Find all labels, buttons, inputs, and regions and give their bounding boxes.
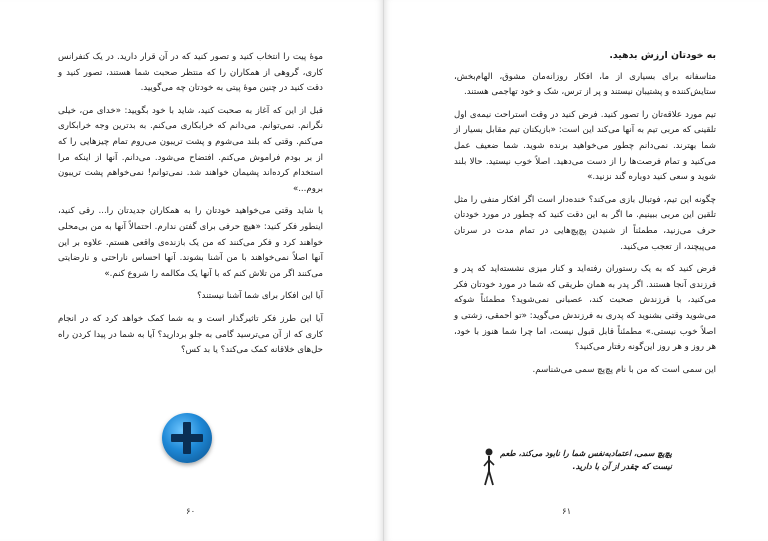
pull-quote: پچ‌پچ سمی، اعتماد‌به‌نفس شما را نابود می‌کند، طعم نیست که چقدر از آن با دارید. bbox=[500, 449, 672, 471]
paragraph: یا شاید وقتی می‌خواهید خودتان را به همکاران جدیدتان را... رقی کنید، اینطور فکر کنید: «هیچ حرفی برای گفتن ندارم. احتمالاً آنها به من بی‌محلی خواهند کرد و فکر می‌کنند که من یک بازنده‌ی واقعی هستم. علاوه بر این آنها اصلاً نمی‌خواهند با من آشنا بشوند. آنها احساس ناراحتی و نارضایتی می‌کنند اگر من تلاش کنم که با آنها یک مکالمه را شروع کنم.» bbox=[58, 206, 323, 279]
paragraph: قبل از این که آغاز به صحبت کنید، شاید با خود بگویید: «خدای من، خیلی نگرانم. نمی‌توانم. می‌دانم که خرابکاری می‌کنم. به بدترین وجه خرابکاری می‌کنم. وقتی که بلند می‌شوم و پشت تریبون می‌روم تمام چیزهایی را که از بر بودم فراموش می‌کنم. افتضاح می‌شود. می‌دانم. آنها از اینکه مرا استخدام کرده‌اند پشیمان خواهند شد. نمی‌توانم! نمی‌خواهم پشت تریبون بروم...» bbox=[58, 105, 323, 194]
zoom-in-button[interactable] bbox=[162, 413, 212, 463]
page-number: ۶۰ bbox=[186, 507, 196, 517]
paragraph: موۀ پیت را انتخاب کنید و تصور کنید که در آن قرار دارید. در یک کنفرانس کاری، گروهی از همکاران را که منتظر صحبت شما هستند، تصور کنید و دقت کنید در چنین موۀ پیتی به خودتان چه می‌گویید. bbox=[58, 52, 323, 94]
section-heading: به خودتان ارزش بدهید. bbox=[609, 50, 716, 61]
paragraph: این سمی است که من با نام پچ‌پچ سمی می‌شناسم. bbox=[532, 364, 716, 375]
plus-icon-bar bbox=[171, 434, 203, 442]
paragraph: آیا این طرز فکر تاثیرگذار است و به شما کمک خواهد کرد که در انجام کاری که از آن می‌ترسید گامی به جلو بردارید؟ آیا به شما در پیدا کردن راه حل‌های خلاقانه کمک می‌کند؟ یا بد کس؟ bbox=[58, 313, 323, 356]
left-page-body bbox=[58, 50, 323, 366]
paragraph: فرض کنید که به یک رستوران رفته‌اید و کنار میزی نشسته‌اید که پدر و فرزندی آنجا هستند. اگر پدر به همان طریقی که شما در مورد خودتان فکر می‌کنید، با فرزندش صحبت کند، عصبانی نمی‌شوید؟ مطمئناً شوکه می‌شوید وقتی بشنوید که پدری به فرزندش می‌گوید: «تو احمقی، زشتی و اصلاً خوب نیستی.» مطمئناً قابل قبول نیست، اما چرا شما هنوز با خود، هر روز و هر روز این‌گونه رفتار می‌کنید؟ bbox=[454, 264, 716, 353]
paragraph: آیا این افکار برای شما آشنا نیستند؟ bbox=[197, 291, 323, 302]
right-page bbox=[384, 0, 768, 541]
right-page-body bbox=[454, 48, 716, 385]
paragraph: متاسفانه برای بسیاری از ما، افکار روزانه‌مان مشوق، الهام‌بخش، ستایش‌کننده و پشتیبان نیستند و پر از ترس، شک و خود تهاجمی هستند. bbox=[454, 71, 716, 98]
paragraph: چگونه این تیم، فوتبال بازی می‌کند؟ خنده‌دار است اگر افکار منفی را مثل تلقین این مربی ببینیم. ما اگر به این دقت کنید که چطور در مورد خودتان حرف می‌زنید، مطمئناً از شنیدن پچ‌پچ‌هایی در تمام مدت در سرتان می‌پیچند، از تعجب می‌کنید. bbox=[454, 194, 716, 252]
page-number: ۶۱ bbox=[562, 507, 572, 517]
paragraph: تیم مورد علاقه‌تان را تصور کنید. فرض کنید در وقت استراحت نیمه‌ی اول تلقینی که مربی تیم به آنها می‌کند این است: «بازیکنان تیم مقابل بسیار از شما بهترند. نمی‌دانم چطور می‌خواهید برنده شوید. شما ضعیف عمل می‌کنید و تمام فرصت‌ها را از دست می‌دهید. اصلاً خوب نیستید. حالا بلند شوید و سعی کنید دوباره گند نزنید.» bbox=[454, 109, 716, 183]
